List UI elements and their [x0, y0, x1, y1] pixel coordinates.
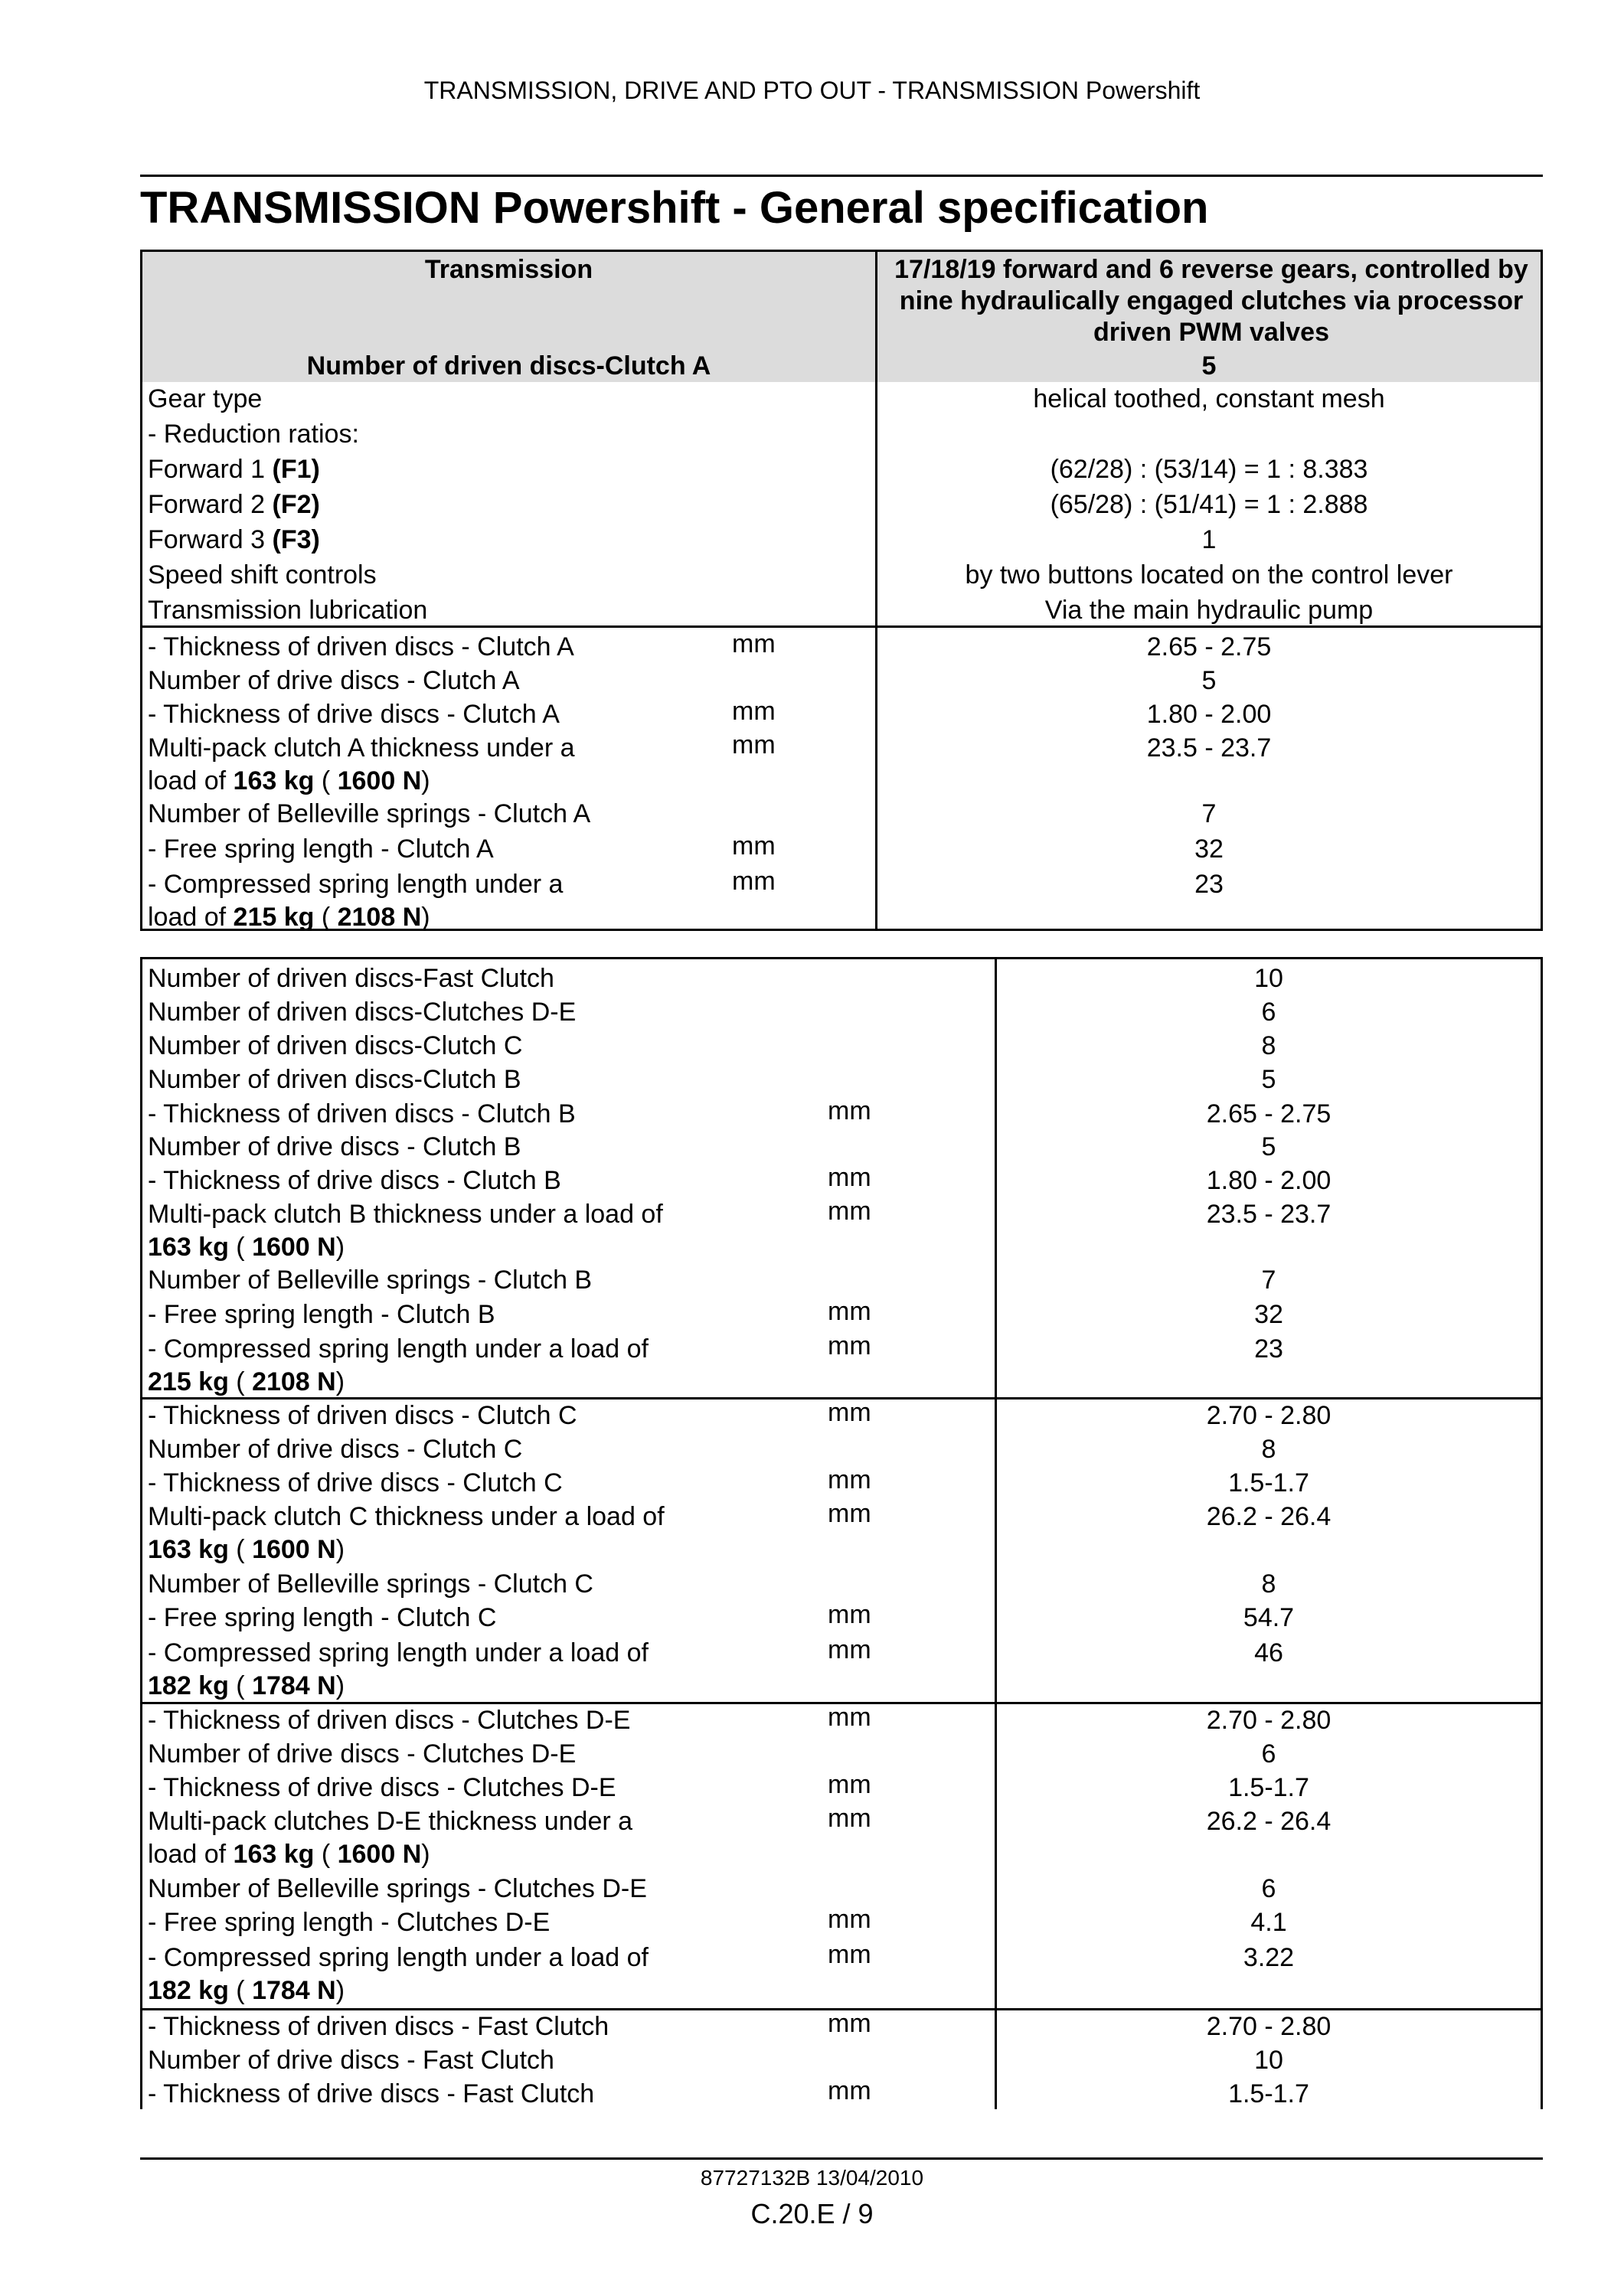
bold-fragment: 1600 N [252, 1535, 336, 1564]
text-fragment: Number of drive discs - Clutch C [148, 1435, 523, 1464]
spec-value: 26.2 - 26.4 [1206, 1502, 1332, 1531]
spec-unit: mm [828, 1635, 871, 1664]
spec-label [148, 1806, 632, 1837]
spec-label [148, 1602, 496, 1634]
spec-label [148, 384, 262, 415]
spec-value: 1 [1201, 525, 1217, 554]
spec-value: 6 [1261, 1874, 1276, 1903]
spec-label [148, 1299, 495, 1331]
text-fragment: Number of drive discs - Clutches D-E [148, 1739, 577, 1769]
document-code: 87727132B 13/04/2010 [700, 2166, 924, 2190]
text-fragment: ( [228, 1535, 253, 1564]
spec-value: 1.80 - 2.00 [1206, 1166, 1332, 1195]
spec-value: (62/28) : (53/14) = 1 : 8.383 [1050, 455, 1368, 484]
bold-fragment: 1784 N [252, 1976, 336, 2005]
page-title: TRANSMISSION Powershift - General specification [140, 183, 1209, 233]
running-header: TRANSMISSION, DRIVE AND PTO OUT - TRANSMISSION Powershift [423, 77, 1201, 104]
spec-unit: mm [732, 629, 776, 658]
text-fragment: Forward 1 [148, 455, 273, 484]
table-header-right: 17/18/19 forward and 6 reverse gears, controlled by nine hydraulically engaged clutches via processor driven PWM valves [894, 255, 1528, 347]
spec-value: 23.5 - 23.7 [1146, 733, 1272, 763]
text-fragment: ( [314, 903, 338, 932]
text-fragment: Number of drive discs - Fast Clutch [148, 2046, 554, 2075]
text-fragment: - Thickness of driven discs - Clutch B [148, 1099, 576, 1128]
text-fragment: Number of driven discs-Clutches D-E [148, 998, 577, 1027]
bold-fragment: 163 kg [233, 1840, 315, 1869]
spec-table-clutches [140, 957, 1543, 2109]
text-fragment: Number of driven discs-Clutch C [148, 1031, 523, 1060]
spec-label [148, 1873, 647, 1905]
text-fragment: Speed shift controls [148, 560, 377, 590]
spec-label [148, 733, 575, 764]
text-fragment: load of [148, 766, 234, 795]
spec-value: 10 [1254, 2046, 1283, 2075]
bold-fragment: (F1) [272, 455, 320, 484]
spec-label [148, 1265, 592, 1296]
text-fragment: - Thickness of driven discs - Clutches D-E [148, 1706, 631, 1735]
spec-label [148, 1132, 521, 1163]
spec-label [148, 799, 590, 830]
spec-label [148, 665, 520, 697]
text-fragment: - Free spring length - Clutch A [148, 834, 494, 864]
spec-label [148, 1099, 576, 1130]
spec-value: 5 [1261, 1132, 1276, 1161]
spec-label [148, 1165, 561, 1197]
spec-value: 1.5-1.7 [1228, 1773, 1309, 1802]
spec-value: 2.65 - 2.75 [1206, 1099, 1332, 1128]
text-fragment: ( [228, 1976, 253, 2005]
spec-value: by two buttons located on the control lever [965, 560, 1453, 590]
text-fragment: Number of Belleville springs - Clutch C [148, 1569, 593, 1599]
text-fragment: ) [421, 766, 430, 795]
spec-value: 6 [1261, 998, 1276, 1027]
spec-label [148, 1199, 663, 1230]
text-fragment: - Thickness of driven discs - Clutch C [148, 1401, 577, 1430]
bold-fragment: 182 kg [148, 1671, 229, 1700]
spec-value: 2.70 - 2.80 [1206, 1706, 1332, 1735]
spec-unit: mm [732, 831, 776, 861]
spec-value: Via the main hydraulic pump [1044, 596, 1374, 625]
bold-fragment: 1600 N [252, 1233, 336, 1262]
spec-label [148, 963, 554, 994]
text-fragment: ( [228, 1233, 253, 1262]
spec-label-continued [148, 1232, 345, 1263]
spec-label [148, 1434, 522, 1465]
spec-value: 7 [1201, 799, 1217, 828]
page-number: C.20.E / 9 [750, 2198, 874, 2229]
text-fragment: - Thickness of drive discs - Clutch B [148, 1166, 561, 1195]
text-fragment: - Compressed spring length under a [148, 870, 564, 899]
table-header-left: Transmission [424, 255, 593, 284]
text-fragment: ( [314, 1840, 338, 1869]
spec-value: 23 [1194, 870, 1224, 899]
spec-value: 1.5-1.7 [1228, 1468, 1309, 1497]
bold-fragment: 182 kg [148, 1976, 229, 2005]
text-fragment: - Reduction ratios: [148, 420, 359, 449]
text-fragment: Number of Belleville springs - Clutches D-E [148, 1874, 647, 1903]
spec-label [148, 560, 377, 591]
spec-label [148, 524, 320, 556]
spec-value: 10 [1254, 964, 1283, 993]
spec-label [148, 595, 427, 626]
spec-label [148, 1907, 550, 1938]
spec-label [148, 1468, 563, 1499]
spec-label-continued [148, 1839, 430, 1870]
text-fragment: Number of driven discs-Fast Clutch [148, 964, 554, 993]
text-fragment: ) [421, 903, 430, 932]
spec-label [148, 2011, 609, 2043]
bold-fragment: 2108 N [337, 903, 422, 932]
text-fragment: - Free spring length - Clutch B [148, 1300, 495, 1329]
spec-value: 8 [1261, 1031, 1276, 1060]
text-fragment: - Thickness of drive discs - Fast Clutch [148, 2079, 595, 2108]
spec-unit: mm [828, 1297, 871, 1326]
text-fragment: Transmission lubrication [148, 596, 428, 625]
bold-fragment: 2108 N [252, 1367, 336, 1396]
spec-unit: mm [828, 1197, 871, 1226]
spec-unit: mm [828, 1465, 871, 1494]
spec-value: 23.5 - 23.7 [1206, 1200, 1332, 1229]
text-fragment: Number of drive discs - Clutch A [148, 666, 520, 695]
text-fragment: - Thickness of drive discs - Clutch A [148, 700, 560, 729]
spec-label [148, 1739, 576, 1770]
text-fragment: ) [421, 1840, 430, 1869]
spec-label [148, 419, 359, 450]
text-fragment: - Thickness of drive discs - Clutches D-E [148, 1773, 616, 1802]
spec-value: 6 [1261, 1739, 1276, 1769]
spec-unit: mm [828, 1096, 871, 1125]
spec-value: 1.5-1.7 [1228, 2079, 1309, 2108]
bold-fragment: 163 kg [148, 1233, 229, 1262]
text-fragment: - Free spring length - Clutches D-E [148, 1908, 551, 1937]
spec-label-continued [148, 1534, 345, 1566]
spec-value: (65/28) : (51/41) = 1 : 2.888 [1050, 490, 1368, 519]
spec-label [148, 869, 563, 900]
text-fragment: load of [148, 1840, 234, 1869]
spec-label [148, 2079, 594, 2110]
spec-label [148, 489, 320, 521]
spec-label [148, 1705, 630, 1736]
spec-unit: mm [828, 2076, 871, 2105]
spec-label-continued [148, 902, 430, 933]
text-fragment: Number of Belleville springs - Clutch A [148, 799, 591, 828]
text-fragment: - Compressed spring length under a load of [148, 1638, 649, 1667]
text-fragment: ) [335, 1233, 345, 1262]
text-fragment: - Free spring length - Clutch C [148, 1603, 497, 1632]
footer-rule [140, 2157, 1543, 2160]
text-fragment: Multi-pack clutches D-E thickness under a [148, 1807, 633, 1836]
spec-value: 1.80 - 2.00 [1146, 700, 1272, 729]
spec-value: 5 [1261, 1065, 1276, 1094]
bold-fragment: 1784 N [252, 1671, 336, 1700]
text-fragment: ( [228, 1671, 253, 1700]
bold-fragment: (F3) [272, 525, 320, 554]
text-fragment: Multi-pack clutch A thickness under a [148, 733, 575, 763]
spec-value: 23 [1254, 1334, 1283, 1364]
spec-value: 8 [1261, 1435, 1276, 1464]
text-fragment: Number of drive discs - Clutch B [148, 1132, 521, 1161]
spec-label [148, 632, 574, 663]
spec-label [148, 1638, 649, 1669]
spec-value: 7 [1261, 1266, 1276, 1295]
spec-label [148, 1400, 577, 1432]
text-fragment: Forward 3 [148, 525, 273, 554]
spec-unit: mm [828, 1770, 871, 1799]
spec-unit: mm [828, 1600, 871, 1629]
spec-value: 32 [1254, 1300, 1283, 1329]
table-header-row2-left: Number of driven discs-Clutch A [306, 351, 711, 380]
spec-unit: mm [828, 1804, 871, 1833]
spec-unit: mm [828, 1940, 871, 1969]
text-fragment: Number of driven discs-Clutch B [148, 1065, 521, 1094]
bold-fragment: 1600 N [337, 766, 422, 795]
spec-unit: mm [828, 1398, 871, 1427]
spec-unit: mm [828, 1331, 871, 1360]
text-fragment: Forward 2 [148, 490, 273, 519]
text-fragment: Number of Belleville springs - Clutch B [148, 1266, 593, 1295]
text-fragment: - Thickness of driven discs - Clutch A [148, 632, 574, 661]
spec-unit: mm [828, 1703, 871, 1732]
spec-value: 26.2 - 26.4 [1206, 1807, 1332, 1836]
text-fragment: - Thickness of drive discs - Clutch C [148, 1468, 563, 1497]
spec-label [148, 699, 560, 730]
spec-unit: mm [828, 1905, 871, 1934]
spec-label-continued [148, 1367, 345, 1398]
text-fragment: ( [228, 1367, 253, 1396]
text-fragment: Gear type [148, 384, 263, 413]
spec-value: 4.1 [1250, 1908, 1287, 1937]
text-fragment: ( [314, 766, 338, 795]
spec-label [148, 1064, 521, 1096]
spec-value: 54.7 [1243, 1603, 1295, 1632]
text-fragment: Multi-pack clutch B thickness under a load of [148, 1200, 663, 1229]
spec-label [148, 1334, 649, 1365]
bold-fragment: 163 kg [148, 1535, 229, 1564]
spec-label-continued [148, 1671, 345, 1702]
title-rule [140, 175, 1543, 177]
text-fragment: - Compressed spring length under a load of [148, 1943, 649, 1972]
spec-label [148, 454, 320, 485]
spec-table-general [140, 250, 1543, 931]
spec-label [148, 1772, 616, 1804]
spec-unit: mm [732, 697, 776, 726]
spec-label [148, 1569, 593, 1600]
spec-unit: mm [732, 730, 776, 759]
spec-unit: mm [828, 1163, 871, 1192]
text-fragment: ) [335, 1535, 345, 1564]
text-fragment: ) [335, 1671, 345, 1700]
spec-label [148, 834, 494, 865]
spec-value: helical toothed, constant mesh [1033, 384, 1385, 413]
bold-fragment: (F2) [272, 490, 320, 519]
spec-label-continued [148, 1975, 345, 2007]
spec-value: 3.22 [1243, 1943, 1295, 1972]
spec-value: 2.70 - 2.80 [1206, 2012, 1332, 2041]
text-fragment: Multi-pack clutch C thickness under a load of [148, 1502, 665, 1531]
spec-label [148, 1942, 649, 1974]
spec-value: 2.65 - 2.75 [1146, 632, 1272, 661]
spec-value: 46 [1254, 1638, 1283, 1667]
spec-label [148, 997, 576, 1028]
table-header-row2-right: 5 [1201, 351, 1217, 380]
spec-value: 8 [1261, 1569, 1276, 1599]
text-fragment: ) [335, 1976, 345, 2005]
spec-value: 2.70 - 2.80 [1206, 1401, 1332, 1430]
spec-label [148, 1501, 665, 1533]
bold-fragment: 215 kg [148, 1367, 229, 1396]
text-fragment: load of [148, 903, 234, 932]
spec-unit: mm [828, 2009, 871, 2038]
spec-unit: mm [732, 867, 776, 896]
bold-fragment: 163 kg [233, 766, 315, 795]
text-fragment: - Compressed spring length under a load of [148, 1334, 649, 1364]
spec-label-continued [148, 766, 430, 797]
spec-value: 5 [1201, 666, 1217, 695]
spec-label [148, 1030, 522, 1062]
spec-unit: mm [828, 1499, 871, 1528]
bold-fragment: 1600 N [337, 1840, 422, 1869]
text-fragment: ) [335, 1367, 345, 1396]
spec-label [148, 2045, 554, 2076]
bold-fragment: 215 kg [233, 903, 315, 932]
spec-value: 32 [1194, 834, 1224, 864]
text-fragment: - Thickness of driven discs - Fast Clutch [148, 2012, 609, 2041]
